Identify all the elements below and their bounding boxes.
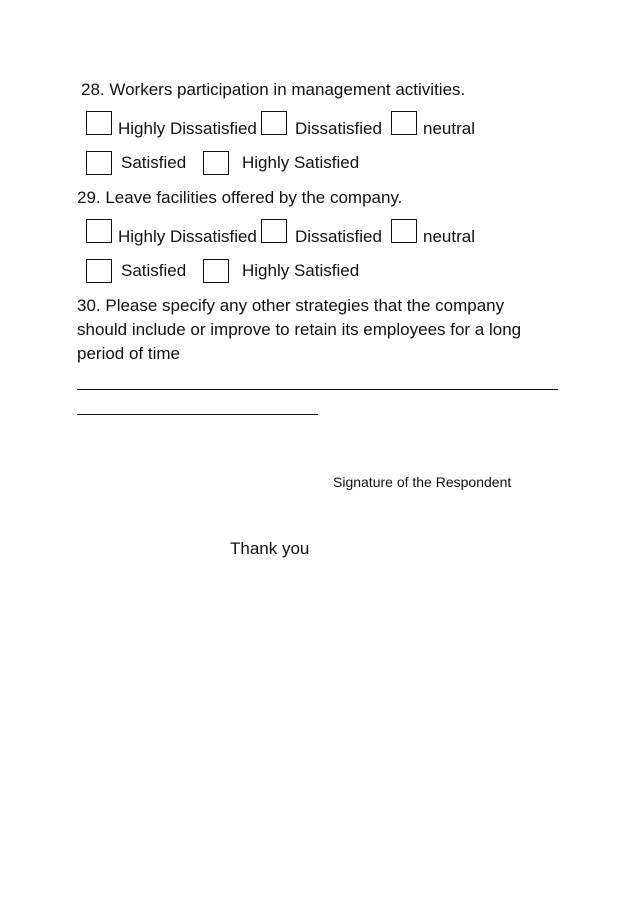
q29-highly-satisfied-label: Highly Satisfied [242,261,360,280]
q29-highly-dissatisfied-checkbox[interactable] [86,219,112,243]
q28-highly-satisfied-label: Highly Satisfied [242,153,360,172]
q29-highly-dissatisfied-label: Highly Dissatisfied [118,227,257,246]
q28-neutral-checkbox[interactable] [391,111,417,135]
q28-highly-satisfied-checkbox[interactable] [203,151,229,175]
q28-neutral-label: neutral [423,119,475,138]
q28-satisfied-label: Satisfied [121,153,187,172]
q29-satisfied-checkbox[interactable] [86,259,112,283]
q29-satisfied-label: Satisfied [121,261,187,280]
q28-dissatisfied-checkbox[interactable] [261,111,287,135]
q28-satisfied-checkbox[interactable] [86,151,112,175]
q29-neutral-label: neutral [423,227,475,246]
q28-dissatisfied-label: Dissatisfied [295,119,382,138]
q29-highly-satisfied-checkbox[interactable] [203,259,229,283]
question-28-text: 28. Workers participation in management activities. [81,80,466,99]
answer-line-1[interactable] [77,389,558,390]
q29-dissatisfied-checkbox[interactable] [261,219,287,243]
q29-neutral-checkbox[interactable] [391,219,417,243]
signature-label: Signature of the Respondent [333,474,512,490]
question-30-text: 30. Please specify any other strategies that the company should include or improve to retain its employees for a long period of time [77,296,522,363]
closing-text: Thank you [230,539,310,558]
answer-line-2[interactable] [77,414,318,415]
question-29-text: 29. Leave facilities offered by the company. [77,188,403,207]
q29-dissatisfied-label: Dissatisfied [295,227,382,246]
q28-highly-dissatisfied-label: Highly Dissatisfied [118,119,257,138]
q28-highly-dissatisfied-checkbox[interactable] [86,111,112,135]
